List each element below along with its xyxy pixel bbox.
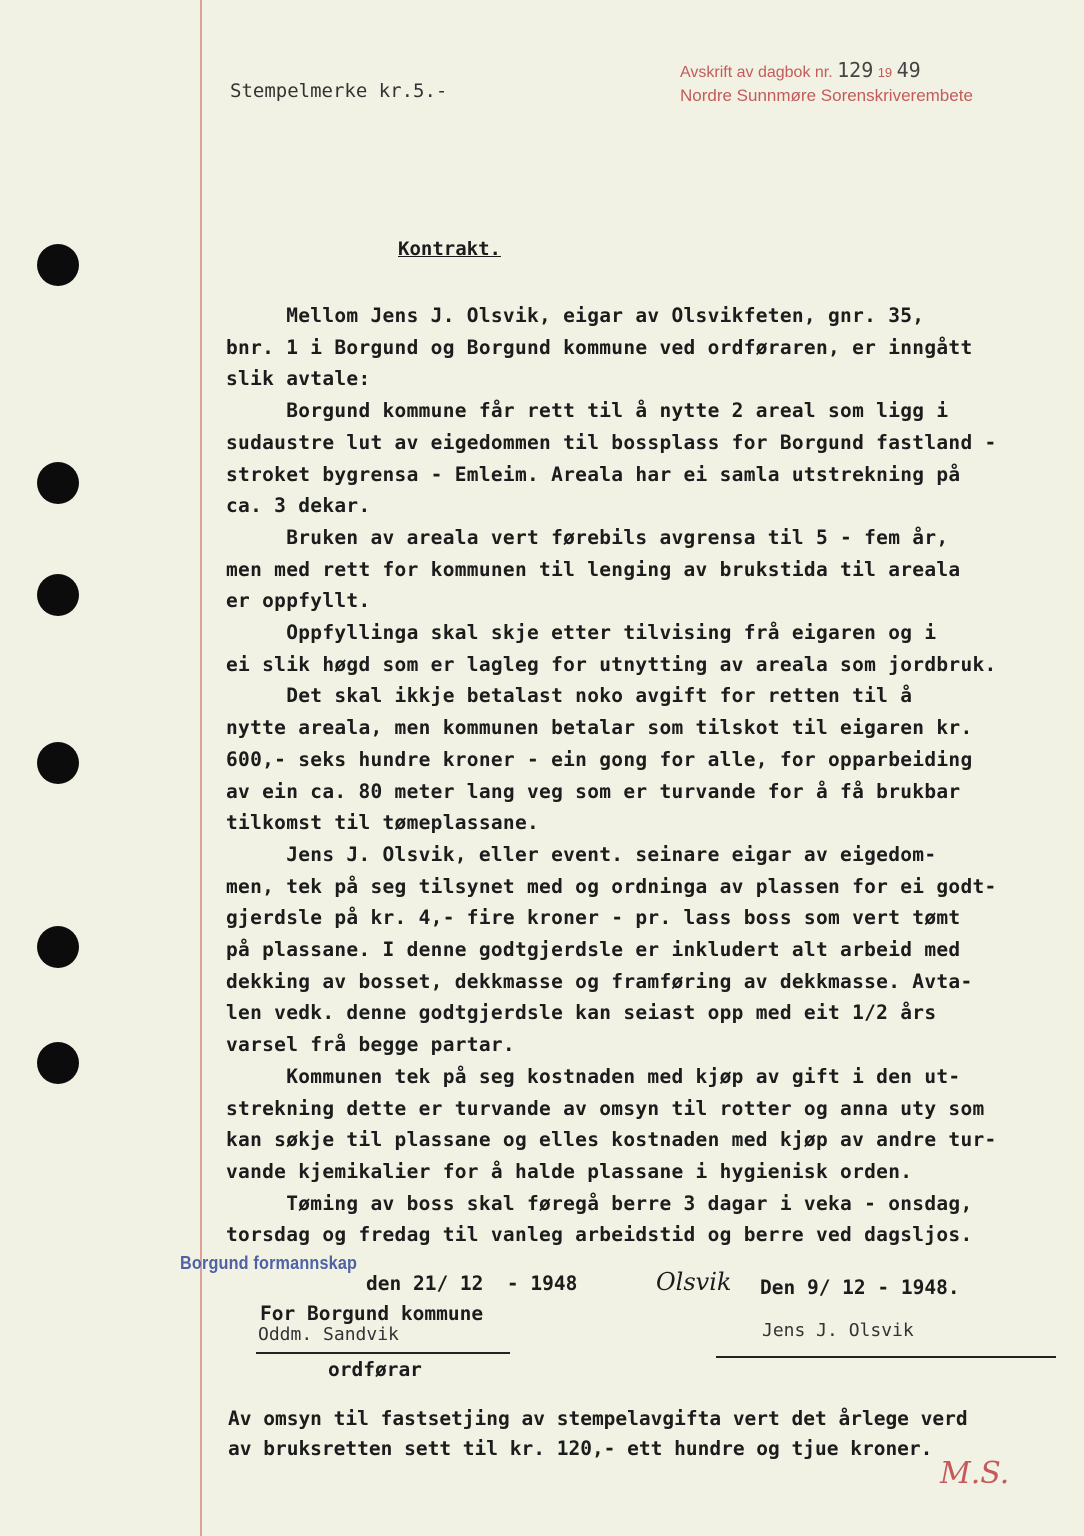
contract-body: [226, 300, 1071, 1251]
text-line: Av omsyn til fastsetjing av stempelavgifta vert det årlege verd: [228, 1407, 968, 1430]
text-line: Kommunen tek på seg kostnaden med kjøp av gift i den ut-: [226, 1064, 961, 1088]
text-line: stroket bygrensa - Emleim. Areala har ei samla utstrekning på: [226, 462, 961, 486]
text-line: tilkomst til tømeplassane.: [226, 811, 540, 835]
signature-line-right: [716, 1356, 1056, 1358]
dagbok-header: [680, 58, 921, 82]
formannskap-stamp: Borgund formannskap: [180, 1253, 358, 1273]
punch-hole: [37, 926, 79, 968]
text-line: er oppfyllt.: [226, 589, 371, 613]
text-line: dekking av bosset, dekkmasse og framføring av dekkmasse. Avta-: [226, 969, 973, 993]
text-line: torsdag og fredag til vanleg arbeidstid og berre ved dagsljos.: [226, 1223, 973, 1247]
text-line: vande kjemikalier for å halde plassane i hygienisk orden.: [226, 1159, 913, 1183]
text-line: varsel frå begge partar.: [226, 1033, 515, 1057]
text-line: len vedk. denne godtgjerdsle kan seiast opp med eit 1/2 års: [226, 1001, 937, 1025]
text-line: ei slik høgd som er lagleg for utnytting av areala som jordbruk.: [226, 652, 997, 676]
dagbok-label: Avskrift av dagbok nr.: [680, 64, 833, 81]
text-line: Det skal ikkje betalast noko avgift for retten til å: [226, 684, 913, 708]
right-date: Den 9/ 12 - 1948.: [760, 1276, 960, 1299]
text-line: av bruksretten sett til kr. 120,- ett hundre og tjue kroner.: [228, 1437, 933, 1460]
left-signer-title: ordførar: [328, 1358, 422, 1381]
text-line: Borgund kommune får rett til å nytte 2 areal som ligg i: [226, 399, 949, 423]
handwritten-initials: M.S.: [940, 1456, 1010, 1491]
office-header: Nordre Sunnmøre Sorenskriverembete: [680, 86, 973, 105]
text-line: Tøming av boss skal føregå berre 3 dagar i veka - onsdag,: [226, 1191, 973, 1215]
text-line: Jens J. Olsvik, eller event. seinare eigar av eigedom-: [226, 842, 937, 866]
punch-hole: [37, 742, 79, 784]
text-line: 600,- seks hundre kroner - ein gong for alle, for opparbeiding: [226, 747, 973, 771]
handwritten-place: Olsvik: [656, 1268, 732, 1296]
stamp-duty-note: [228, 1404, 1068, 1464]
year-prefix: 19: [877, 65, 893, 80]
left-date: den 21/ 12 - 1948: [366, 1272, 578, 1295]
punch-hole: [37, 1042, 79, 1084]
text-line: ca. 3 dekar.: [226, 494, 371, 518]
text-line: på plassane. I denne godtgjerdsle er inkludert alt arbeid med: [226, 938, 961, 962]
left-signer-name: Oddm. Sandvik: [258, 1324, 399, 1345]
text-line: slik avtale:: [226, 367, 371, 391]
text-line: bnr. 1 i Borgund og Borgund kommune ved ordføraren, er inngått: [226, 335, 973, 359]
year-suffix: 49: [896, 58, 921, 82]
stamp-fee-text: Stempelmerke kr.5.-: [230, 80, 448, 102]
right-signer-name: Jens J. Olsvik: [762, 1320, 914, 1341]
text-line: Mellom Jens J. Olsvik, eigar av Olsvikfeten, gnr. 35,: [226, 304, 925, 327]
signature-line-left: [256, 1352, 510, 1354]
text-line: gjerdsle på kr. 4,- fire kroner - pr. lass boss som vert tømt: [226, 906, 961, 930]
dagbok-number: 129: [837, 58, 874, 82]
punch-hole: [37, 462, 79, 504]
document-title: Kontrakt.: [398, 238, 501, 260]
punch-hole: [37, 574, 79, 616]
punch-hole: [37, 244, 79, 286]
text-line: av ein ca. 80 meter lang veg som er turvande for å få brukbar: [226, 779, 961, 803]
text-line: sudaustre lut av eigedommen til bossplass for Borgund fastland -: [226, 430, 997, 454]
left-org: For Borgund kommune: [260, 1302, 484, 1325]
text-line: strekning dette er turvande av omsyn til rotter og anna uty som: [226, 1096, 985, 1120]
text-line: kan søkje til plassane og elles kostnaden med kjøp av andre tur-: [226, 1128, 997, 1152]
text-line: men, tek på seg tilsynet med og ordninga av plassen for ei godt-: [226, 874, 997, 898]
text-line: Bruken av areala vert førebils avgrensa til 5 - fem år,: [226, 525, 949, 549]
text-line: Oppfyllinga skal skje etter tilvising frå eigaren og i: [226, 621, 937, 645]
text-line: nytte areala, men kommunen betalar som tilskot til eigaren kr.: [226, 716, 973, 740]
margin-line: [200, 0, 202, 1536]
text-line: men med rett for kommunen til lenging av brukstida til areala: [226, 557, 961, 581]
